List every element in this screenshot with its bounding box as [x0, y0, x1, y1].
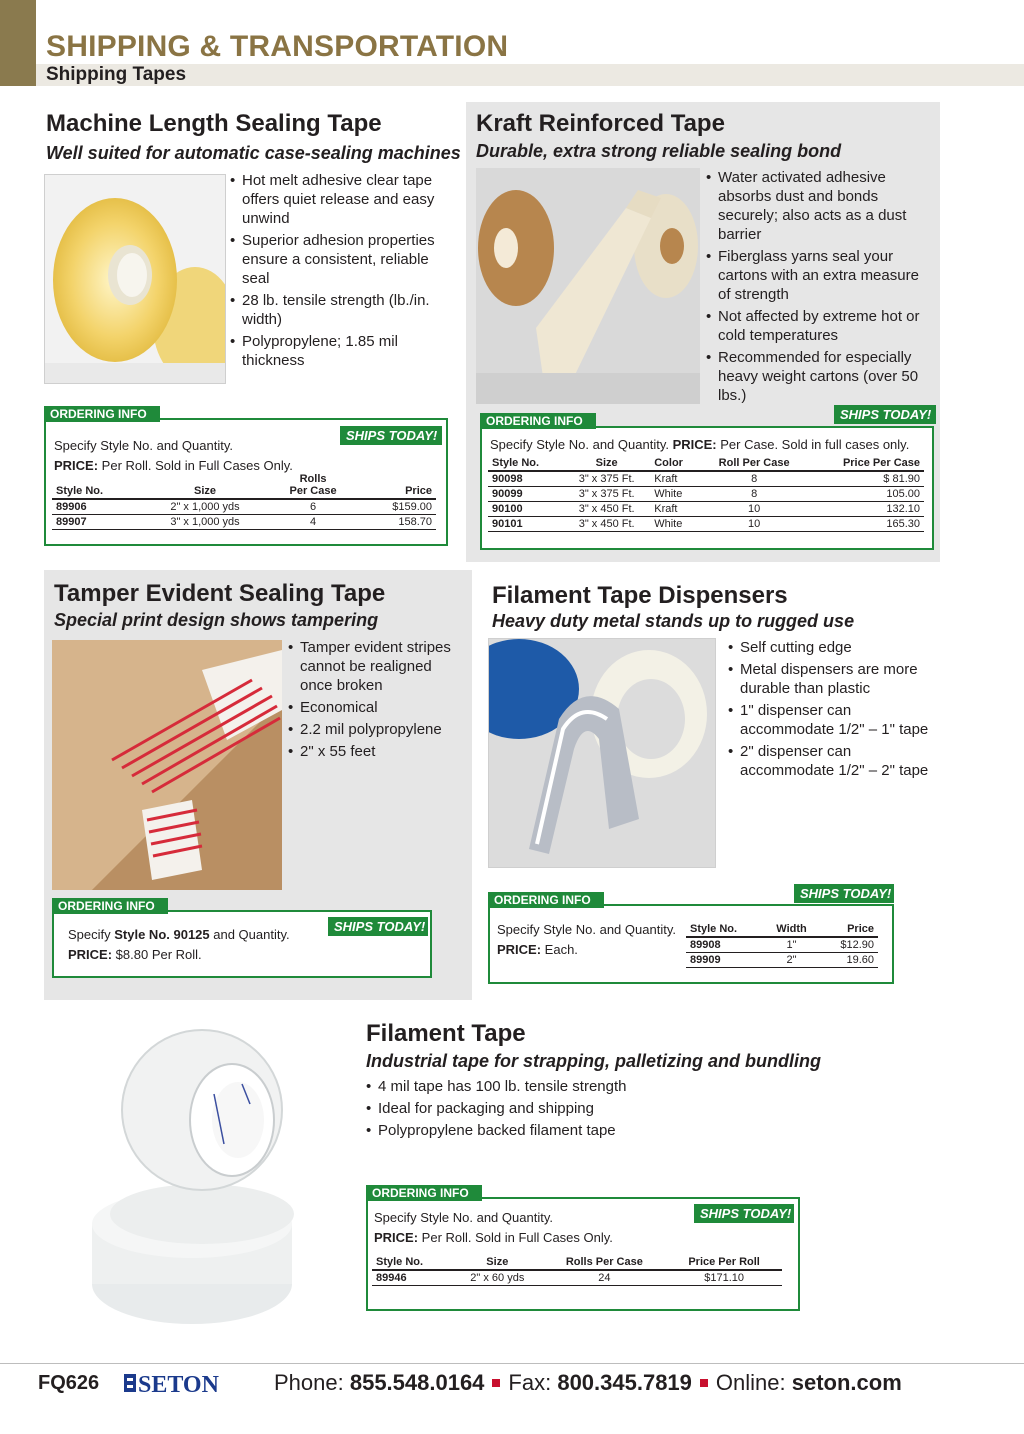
kraft-tape-photo — [476, 168, 700, 404]
col-header: Roll Per Case — [700, 456, 808, 471]
bullet-item: • 2" x 55 feet — [288, 742, 468, 761]
tamper-subtitle: Special print design shows tampering — [54, 610, 379, 630]
bullet-item: • Hot melt adhesive clear tape offers quiet release and easy unwind — [230, 171, 438, 228]
footer-divider — [0, 1363, 1024, 1364]
price-label: PRICE: — [374, 1230, 419, 1245]
dispenser-bullets — [728, 638, 948, 783]
col-header: Size — [142, 472, 268, 499]
table-row: 89908 1" $12.90 — [686, 937, 878, 953]
tamper-title: Tamper Evident Sealing Tape — [54, 580, 386, 607]
kraft-subtitle: Durable, extra strong reliable sealing bond — [476, 141, 842, 161]
price-label: PRICE: — [672, 437, 717, 452]
machine-title: Machine Length Sealing Tape — [46, 110, 382, 137]
bullet-item: • Polypropylene; 1.85 mil thickness — [230, 332, 438, 370]
table-row: 90099 3" x 375 Ft. White 8 105.00 — [488, 487, 924, 502]
col-header: Style No. — [686, 922, 764, 937]
filament-bullets — [366, 1077, 766, 1143]
tamper-ordering-tab: ORDERING INFO — [52, 898, 168, 914]
fax-number: 800.345.7819 — [557, 1370, 692, 1395]
col-header: Rolls Per Case — [542, 1255, 666, 1270]
col-header: Price — [819, 922, 878, 937]
tamper-order-text: Specify Style No. 90125 and Quantity. PRICE: $8.80 Per Roll. — [68, 927, 290, 962]
phone-number: 855.548.0164 — [349, 1370, 485, 1395]
price-label: PRICE: — [497, 942, 542, 957]
table-row: 90098 3" x 375 Ft. Kraft 8 $ 81.90 — [488, 471, 924, 487]
table-row: 89909 2" 19.60 — [686, 953, 878, 968]
bullet-item: • Metal dispensers are more durable than plastic — [728, 660, 948, 698]
order-line: Specify Style No. and Quantity. — [490, 437, 673, 452]
dispenser-order-text — [497, 920, 687, 960]
bullet-item: • Fiberglass yarns seal your cartons with an extra measure of strength — [706, 247, 930, 304]
price-text: Per Case. Sold in full cases only. — [716, 437, 910, 452]
machine-order-text — [54, 436, 334, 476]
table-row: 90100 3" x 450 Ft. Kraft 10 132.10 — [488, 502, 924, 517]
price-text: Per Roll. Sold in Full Cases Only. — [418, 1230, 613, 1245]
price-text: Per Roll. Sold in Full Cases Only. — [98, 458, 293, 473]
col-header: Style No. — [488, 456, 563, 471]
kraft-order-text — [490, 435, 930, 455]
bullet-item: • Superior adhesion properties ensure a consistent, reliable seal — [230, 231, 438, 288]
bullet-item: • Not affected by extreme hot or cold temperatures — [706, 307, 930, 345]
order-line: Specify Style No. and Quantity. — [374, 1210, 553, 1225]
col-header: Rolls Per Case — [268, 472, 358, 499]
bullet-item: • Self cutting edge — [728, 638, 948, 657]
bullet-item: • 28 lb. tensile strength (lb./in. width) — [230, 291, 438, 329]
col-header: Width — [764, 922, 819, 937]
page-number: FQ626 — [38, 1372, 100, 1394]
price-text: Each. — [541, 942, 578, 957]
machine-subtitle: Well suited for automatic case-sealing machines — [46, 143, 461, 163]
page-title: SHIPPING & TRANSPORTATION — [46, 30, 509, 63]
col-header: Style No. — [372, 1255, 452, 1270]
machine-table — [52, 472, 436, 530]
tamper-bullets — [288, 638, 468, 764]
tamper-tape-photo — [52, 640, 282, 890]
order-line: Specify Style No. and Quantity. — [497, 922, 676, 937]
price-label: PRICE: — [68, 947, 113, 962]
table-row: 90101 3" x 450 Ft. White 10 165.30 — [488, 517, 924, 532]
filament-table — [372, 1255, 782, 1286]
col-header: Size — [452, 1255, 542, 1270]
bullet-item: • 2.2 mil polypropylene — [288, 720, 468, 739]
logo-text: SETON — [138, 1372, 219, 1398]
filament-order-text — [374, 1208, 694, 1248]
dispenser-ships-badge: SHIPS TODAY! — [794, 884, 894, 903]
col-header: Color — [650, 456, 700, 471]
dispenser-title: Filament Tape Dispensers — [492, 582, 788, 609]
table-row: 89907 3" x 1,000 yds 4 158.70 — [52, 515, 436, 530]
price-label: PRICE: — [54, 458, 99, 473]
bullet-item: • Ideal for packaging and shipping — [366, 1099, 766, 1118]
separator-square — [700, 1379, 708, 1387]
col-header: Style No. — [52, 472, 142, 499]
table-row: 89946 2" x 60 yds 24 $171.10 — [372, 1270, 782, 1286]
page-subtitle: Shipping Tapes — [46, 64, 187, 85]
machine-bullets — [230, 171, 438, 373]
kraft-title: Kraft Reinforced Tape — [476, 110, 725, 137]
col-header: Price Per Case — [808, 456, 924, 471]
table-row: 89906 2" x 1,000 yds 6 $159.00 — [52, 499, 436, 515]
col-header: Price — [358, 472, 436, 499]
bullet-item: • Tamper evident stripes cannot be realigned once broken — [288, 638, 468, 695]
filament-subtitle: Industrial tape for strapping, palletizing and bundling — [366, 1051, 822, 1071]
kraft-table — [488, 456, 924, 532]
bullet-item: • Water activated adhesive absorbs dust and bonds securely; also acts as a dust barrier — [706, 168, 930, 244]
machine-tape-photo — [44, 174, 226, 384]
filament-ordering-tab: ORDERING INFO — [366, 1185, 482, 1201]
bullet-item: • 1" dispenser can accommodate 1/2" – 1" tape — [728, 701, 948, 739]
price-text: $8.80 Per Roll. — [112, 947, 202, 962]
machine-ordering-tab: ORDERING INFO — [44, 406, 160, 422]
separator-square — [492, 1379, 500, 1387]
seton-logo — [124, 1368, 234, 1398]
filament-title: Filament Tape — [366, 1020, 526, 1047]
bullet-item: • 2" dispenser can accommodate 1/2" – 2" tape — [728, 742, 948, 780]
style-number: Style No. 90125 — [114, 927, 210, 942]
filament-ships-badge: SHIPS TODAY! — [694, 1204, 794, 1223]
machine-ships-badge: SHIPS TODAY! — [340, 426, 442, 445]
dispenser-photo — [488, 638, 716, 868]
header-accent-bar — [0, 0, 36, 86]
col-header: Price Per Roll — [666, 1255, 782, 1270]
bullet-item: • Recommended for especially heavy weight cartons (over 50 lbs.) — [706, 348, 930, 405]
kraft-bullets — [706, 168, 930, 408]
kraft-ships-badge: SHIPS TODAY! — [834, 405, 936, 424]
order-line: Specify Style No. and Quantity. — [54, 438, 233, 453]
dispenser-subtitle: Heavy duty metal stands up to rugged use — [492, 611, 855, 631]
filament-tape-photo — [92, 1024, 306, 1324]
col-header: Size — [563, 456, 650, 471]
dispenser-ordering-tab: ORDERING INFO — [488, 892, 604, 908]
tamper-ships-badge: SHIPS TODAY! — [328, 917, 428, 936]
bullet-item: • Economical — [288, 698, 468, 717]
footer-contact: Phone: 855.548.0164 Fax: 800.345.7819 Online: seton.com — [274, 1370, 902, 1395]
bullet-item: • Polypropylene backed filament tape — [366, 1121, 766, 1140]
website-link[interactable]: seton.com — [791, 1370, 902, 1395]
kraft-ordering-tab: ORDERING INFO — [480, 413, 596, 429]
dispenser-table — [686, 922, 878, 968]
bullet-item: • 4 mil tape has 100 lb. tensile strength — [366, 1077, 766, 1096]
